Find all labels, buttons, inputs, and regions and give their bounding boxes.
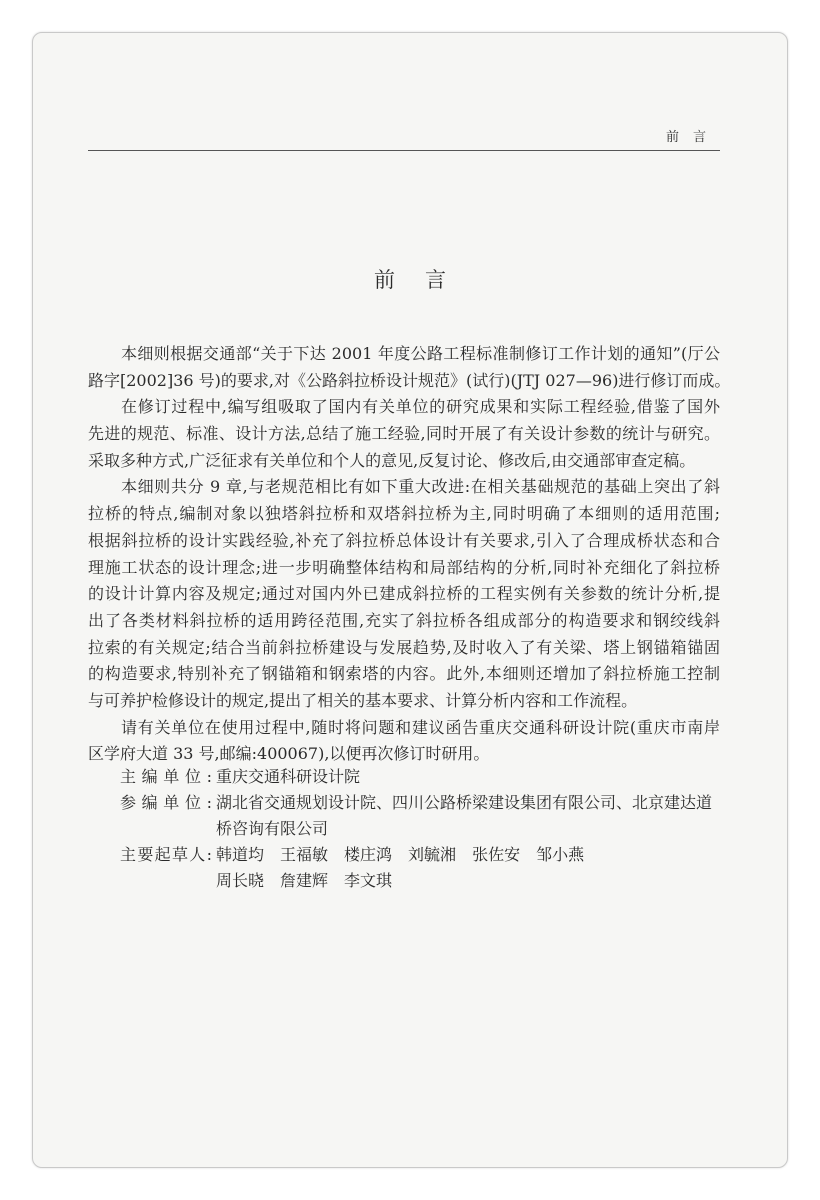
paragraph-line: 区学府大道 33 号,邮编:400067),以便再次修订时研用。 <box>88 744 490 764</box>
chief-editor-value: 重庆交通科研设计院 <box>216 767 361 786</box>
page-title: 前言 <box>374 268 476 292</box>
participating-value: 湖北省交通规划设计院、四川公路桥梁建设集团有限公司、北京建达道 <box>216 793 713 812</box>
header-rule <box>88 150 720 151</box>
drafters-list <box>212 842 600 868</box>
paragraph-line: 路字[2002]36 号)的要求,对《公路斜拉桥设计规范》(试行)(JTJ 027—96)进行修订而成。 <box>88 370 731 390</box>
paragraph-line: 的设计计算内容及规定;通过对国内外已建成斜拉桥的工程实例有关参数的统计分析,提 <box>88 584 720 604</box>
drafters-label: 主要起草人: <box>120 845 212 864</box>
paragraph-line: 本细则共分 9 章,与老规范相比有如下重大改进:在相关基础规范的基础上突出了斜 <box>121 477 720 497</box>
paragraph-line: 与可养护检修设计的规定,提出了相关的基本要求、计算分析内容和工作流程。 <box>88 690 638 710</box>
running-head: 前言 <box>665 130 720 145</box>
credits <box>120 764 712 894</box>
paragraph-line: 出了各类材料斜拉桥的适用跨径范围,充实了斜拉桥各组成部分的构造要求和钢绞线斜 <box>88 610 720 630</box>
drafter-name: 楼庄鸿 <box>344 845 393 864</box>
paragraph-line: 请有关单位在使用过程中,随时将问题和建议函告重庆交通科研设计院(重庆市南岸 <box>121 717 720 737</box>
drafter-name: 韩道均 <box>216 845 265 864</box>
drafters-row-cont <box>120 868 712 894</box>
drafter-name: 詹建辉 <box>280 871 329 890</box>
chief-editor-label: 主编单位: <box>120 767 212 786</box>
drafter-name: 刘毓湘 <box>408 845 457 864</box>
drafters-list-cont <box>212 868 408 894</box>
participating-row-cont <box>120 816 712 842</box>
paragraph-line: 在修订过程中,编写组吸取了国内有关单位的研究成果和实际工程经验,借鉴了国外 <box>121 397 720 417</box>
drafter-name: 李文琪 <box>344 871 393 890</box>
participating-label: 参编单位: <box>120 793 212 812</box>
drafter-name: 张佐安 <box>472 845 521 864</box>
paragraph-line: 本细则根据交通部“关于下达 2001 年度公路工程标准制修订工作计划的通知”(厅公 <box>121 344 720 363</box>
drafter-name: 王福敏 <box>280 845 329 864</box>
drafter-name: 邹小燕 <box>536 845 585 864</box>
paragraph-line: 理施工状态的设计理念;进一步明确整体结构和局部结构的分析,同时补充细化了斜拉桥 <box>88 557 720 577</box>
paragraph-line: 的构造要求,特别补充了钢锚箱和钢索塔的内容。此外,本细则还增加了斜拉桥施工控制 <box>88 664 720 684</box>
participating-row <box>120 790 712 816</box>
paragraph-line: 根据斜拉桥的设计实践经验,补充了斜拉桥总体设计有关要求,引入了合理成桥状态和合 <box>88 530 720 550</box>
paragraph-line: 采取多种方式,广泛征求有关单位和个人的意见,反复讨论、修改后,由交通部审查定稿。 <box>88 450 696 470</box>
drafter-name: 周长晓 <box>216 871 265 890</box>
drafters-row <box>120 842 712 868</box>
chief-editor-row <box>120 764 712 790</box>
paragraph-line: 拉索的有关规定;结合当前斜拉桥建设与发展趋势,及时收入了有关梁、塔上钢锚箱锚固 <box>88 637 720 657</box>
participating-value-cont: 桥咨询有限公司 <box>216 819 329 838</box>
paragraph-line: 拉桥的特点,编制对象以独塔斜拉桥和双塔斜拉桥为主,同时明确了本细则的适用范围; <box>88 504 720 524</box>
paragraph-line: 先进的规范、标准、设计方法,总结了施工经验,同时开展了有关设计参数的统计与研究。 <box>88 424 720 444</box>
body-text <box>88 341 731 768</box>
